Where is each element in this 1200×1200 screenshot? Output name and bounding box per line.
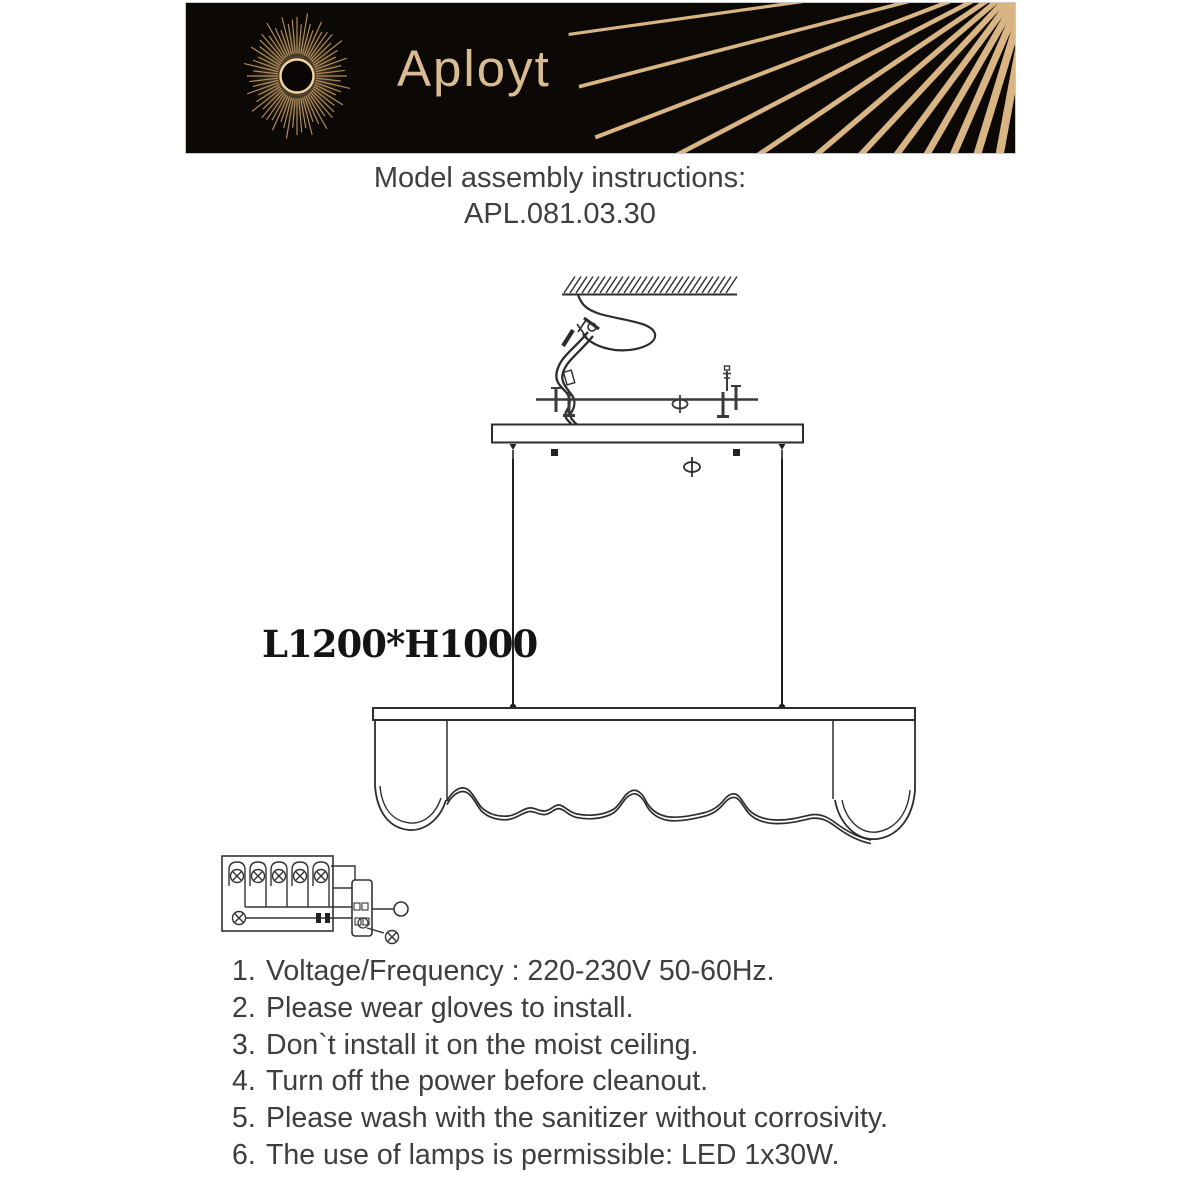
wiring-diagram: [222, 856, 408, 944]
item-text: Please wear gloves to install.: [266, 991, 634, 1024]
item-number: 2.: [232, 991, 256, 1024]
suspension-cables: [510, 459, 785, 710]
item-text: The use of lamps is permissible: LED 1x30W.: [266, 1138, 840, 1171]
driver-block: [352, 880, 372, 936]
item-text: Don`t install it on the moist ceiling.: [266, 1028, 699, 1061]
item-number: 6.: [232, 1138, 256, 1171]
item-text: Please wash with the sanitizer without corrosivity.: [266, 1102, 888, 1135]
bottom-lamp: [233, 912, 353, 925]
canopy-plate: [492, 425, 803, 478]
instruction-item: [232, 990, 1012, 1027]
output-terminals: [367, 902, 408, 944]
instruction-item: [232, 1137, 1012, 1174]
brand-logo-text: Aployt: [397, 40, 551, 97]
ceiling-hatch: [564, 277, 737, 294]
item-number: 3.: [232, 1028, 256, 1061]
instruction-item: [232, 1027, 1012, 1064]
dimensions-label: L1200*H1000: [262, 622, 538, 666]
lamp-shade: [375, 720, 915, 844]
power-wires: [556, 295, 655, 428]
lamp-frame: [373, 708, 915, 720]
instructions-list: [232, 953, 1012, 1174]
instruction-item: [232, 953, 1012, 990]
screw-icon: [723, 366, 731, 391]
item-number: 4.: [232, 1065, 256, 1098]
item-number: 5.: [232, 1102, 256, 1135]
instruction-item: [232, 1100, 1012, 1137]
screw-icon: [779, 444, 786, 450]
model-number: APL.081.03.30: [464, 198, 656, 230]
item-text: Turn off the power before cleanout.: [266, 1065, 709, 1098]
lamp-body: [373, 708, 915, 844]
item-number: 1.: [232, 955, 256, 987]
instruction-item: [232, 1063, 1012, 1100]
page-title: Model assembly instructions:: [373, 162, 747, 194]
screw-icon: [510, 444, 517, 450]
item-text: Voltage/Frequency : 220-230V 50-60Hz.: [266, 955, 775, 987]
wire: [331, 866, 355, 880]
